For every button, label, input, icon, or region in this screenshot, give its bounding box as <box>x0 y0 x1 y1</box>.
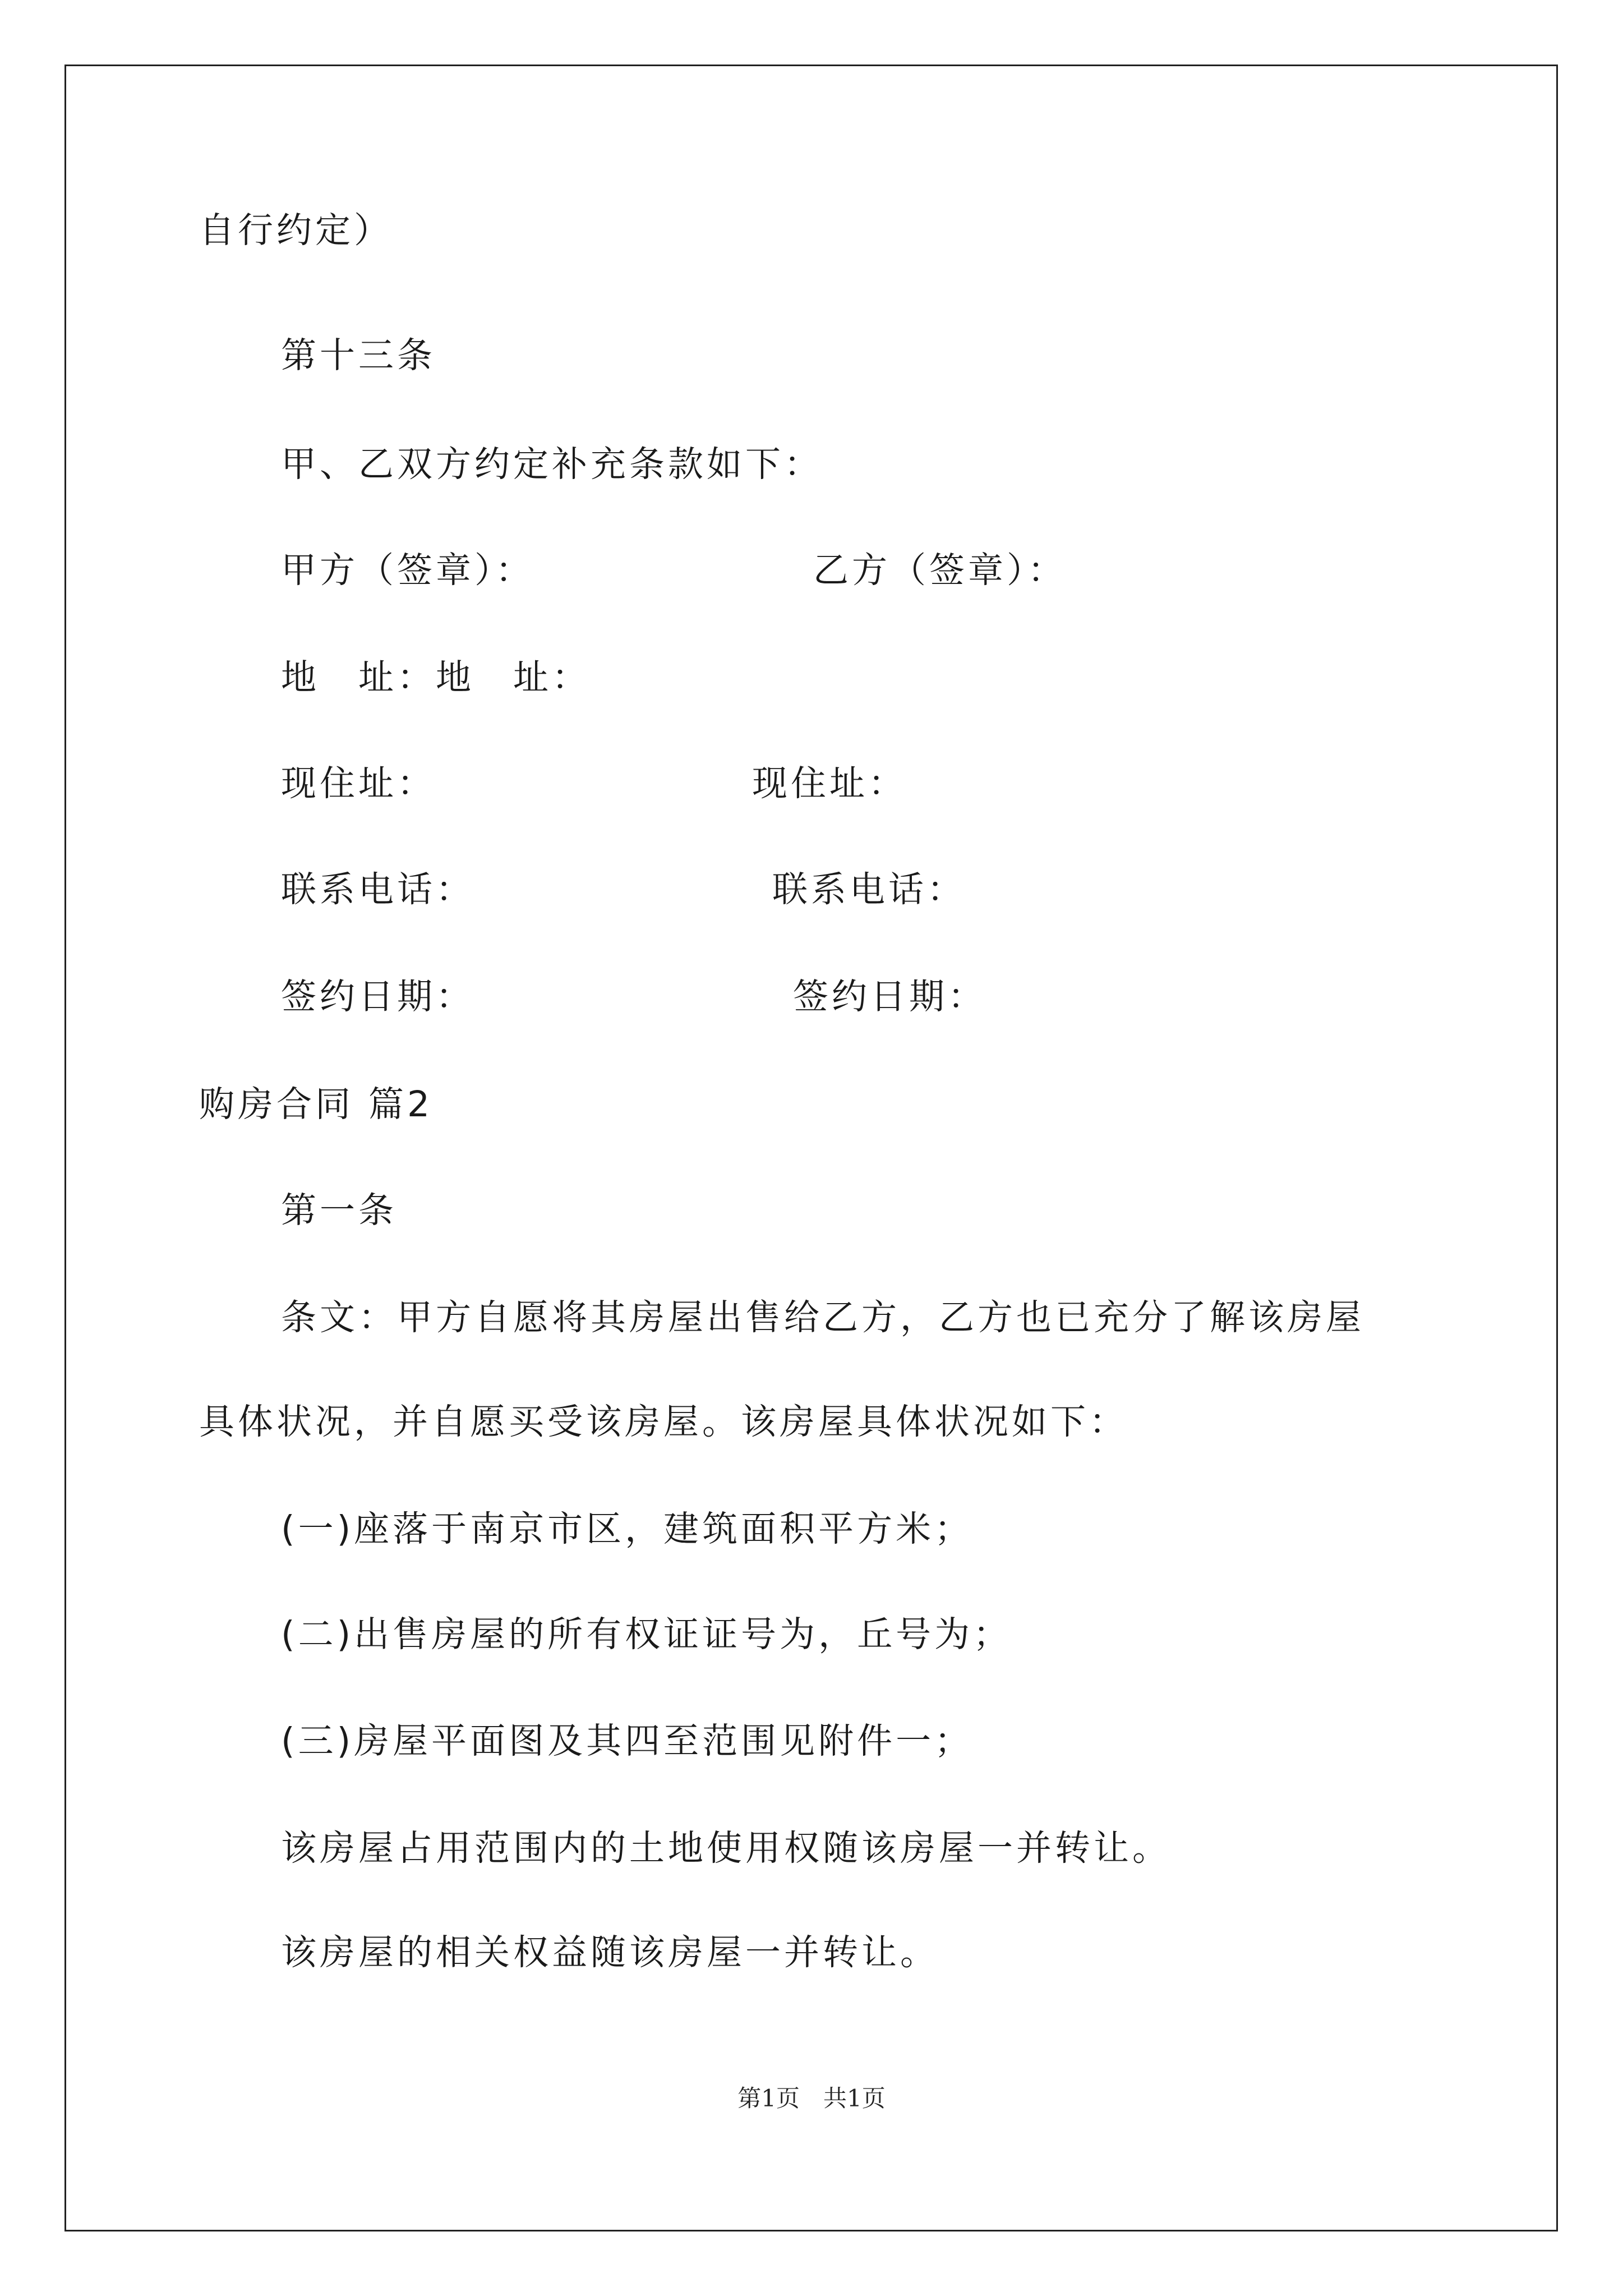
text-line: 甲、乙双方约定补充条款如下： <box>281 444 823 485</box>
article-heading: 第一条 <box>281 1190 397 1231</box>
party-a-current-address-label: 现住址： <box>281 763 436 804</box>
text-line: 自行约定） <box>199 210 393 251</box>
party-a-signature-label: 甲方（签章）： <box>281 550 534 591</box>
section-title: 购房合同 篇2 <box>199 1084 434 1125</box>
party-b-current-address-label: 现住址： <box>752 763 907 804</box>
signature-row <box>281 867 966 912</box>
text-line: 条文：甲方自愿将其房屋出售给乙方，乙方也已充分了解该房屋 <box>281 1297 1364 1338</box>
address-line: 地 址：地 址： <box>281 657 591 698</box>
list-item: (二)出售房屋的所有权证证号为，丘号为； <box>281 1614 1012 1655</box>
article-heading: 第十三条 <box>281 335 436 376</box>
signature-row <box>281 548 1067 593</box>
text-line: 该房屋的相关权益随该房屋一并转让。 <box>281 1932 939 1973</box>
list-item: (一)座落于南京市区，建筑面积平方米； <box>281 1508 974 1549</box>
party-a-date-label: 签约日期： <box>281 976 474 1017</box>
text-line: 该房屋占用范围内的土地使用权随该房屋一并转让。 <box>281 1828 1171 1869</box>
page-number-footer: 第1页 共1页 <box>737 2085 886 2112</box>
signature-row <box>281 974 986 1019</box>
page-border <box>64 65 1558 2231</box>
signature-row <box>281 761 907 806</box>
party-a-phone-label: 联系电话： <box>281 869 474 910</box>
text-line: 具体状况，并自愿买受该房屋。该房屋具体状况如下： <box>199 1401 1128 1442</box>
list-item: (三)房屋平面图及其四至范围见附件一； <box>281 1720 974 1761</box>
party-b-signature-label: 乙方（签章）： <box>813 550 1067 591</box>
party-b-date-label: 签约日期： <box>793 976 986 1017</box>
party-b-phone-label: 联系电话： <box>772 869 966 910</box>
